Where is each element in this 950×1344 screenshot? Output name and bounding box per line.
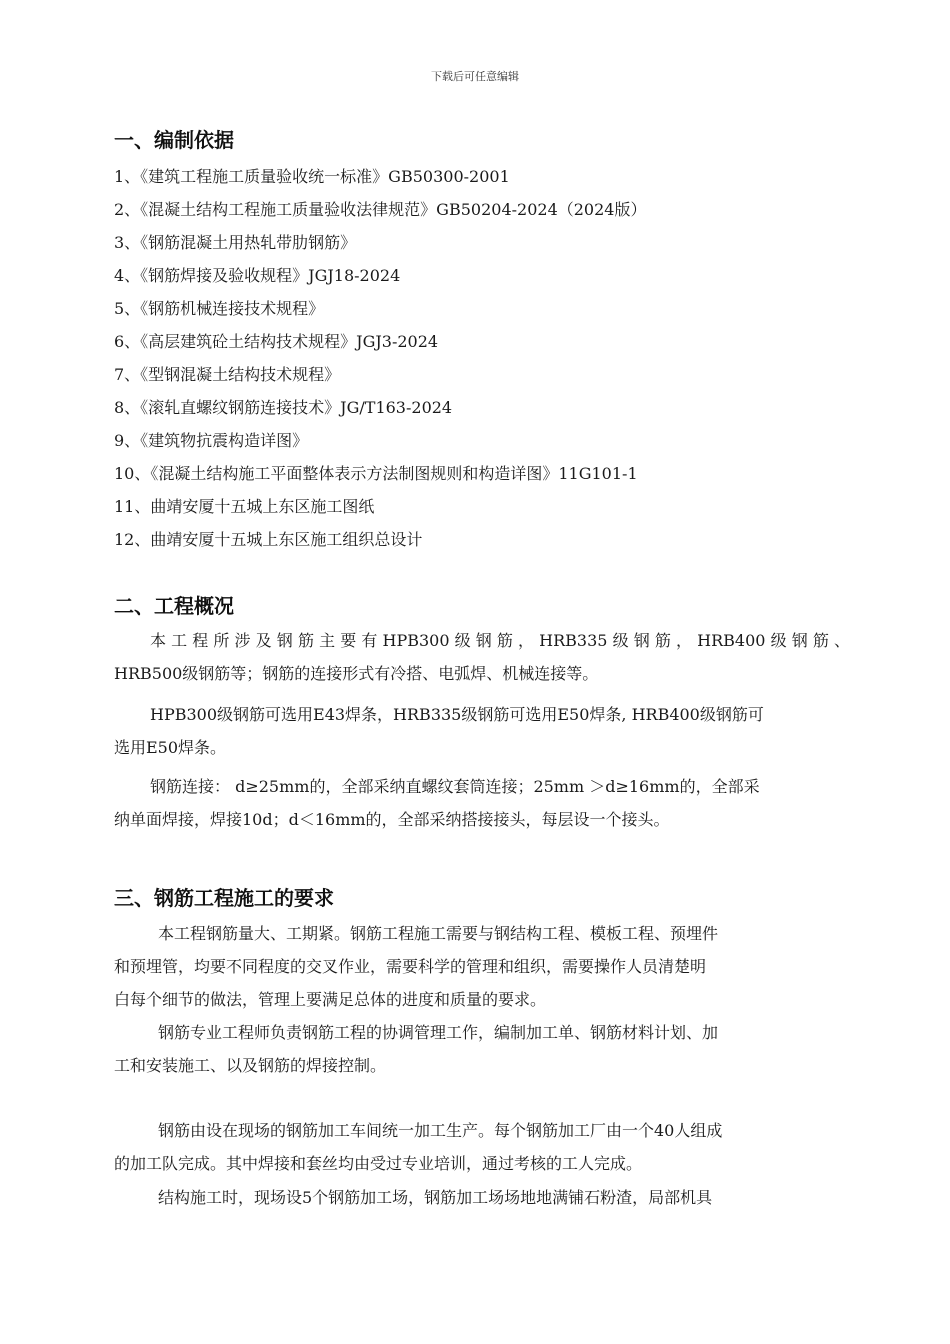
paragraph-line: 钢筋由设在现场的钢筋加工车间统一加工生产。每个钢筋加工厂由一个40人组成 [158, 1121, 723, 1140]
paragraph-line: 本工程钢筋量大、工期紧。钢筋工程施工需要与钢结构工程、模板工程、预埋件 [158, 924, 719, 943]
list-item: 1、《建筑工程施工质量验收统一标准》GB50300-2001 [114, 167, 510, 186]
section-heading-requirements: 三、钢筋工程施工的要求 [114, 886, 334, 910]
list-item: 4、《钢筋焊接及验收规程》JGJ18-2024 [114, 266, 401, 285]
list-item: 5、《钢筋机械连接技术规程》 [114, 299, 325, 318]
paragraph-line: 钢筋连接： d≥25mm的，全部采纳直螺纹套筒连接；25mm ＞d≥16mm的，全部采 [150, 777, 760, 796]
list-item: 10、《混凝土结构施工平面整体表示方法制图规则和构造详图》11G101-1 [114, 464, 638, 483]
requirements-paragraph-overview [114, 917, 850, 1016]
paragraph-line: 白每个细节的做法，管理上要满足总体的进度和质量的要求。 [114, 990, 547, 1009]
paragraph-line: 的加工队完成。其中焊接和套丝均由受过专业培训，通过考核的工人完成。 [114, 1154, 643, 1173]
paragraph-line: 工和安装施工、以及钢筋的焊接控制。 [114, 1056, 387, 1075]
list-item: 6、《高层建筑砼土结构技术规程》JGJ3-2024 [114, 332, 439, 351]
section-heading-basis: 一、编制依据 [114, 128, 234, 152]
paragraph-line: 纳单面焊接，焊接10d；d＜16mm的，全部采纳搭接接头，每层设一个接头。 [114, 810, 670, 829]
list-item: 2、《混凝土结构工程施工质量验收法律规范》GB50204-2024（2024版） [114, 200, 647, 219]
requirements-paragraph-workshop [114, 1114, 850, 1180]
requirements-paragraph-engineer [114, 1016, 850, 1082]
paragraph-line: HRB500级钢筋等；钢筋的连接形式有冷搭、电弧焊、机械连接等。 [114, 664, 599, 683]
list-item: 3、《钢筋混凝土用热轧带肋钢筋》 [114, 233, 357, 252]
list-item: 11、曲靖安厦十五城上东区施工图纸 [114, 497, 375, 516]
overview-paragraph-electrodes [114, 698, 850, 764]
overview-paragraph-steel-grades [114, 624, 850, 690]
paragraph-line: 钢筋专业工程师负责钢筋工程的协调管理工作，编制加工单、钢筋材料计划、加 [158, 1023, 719, 1042]
paragraph-line: 结构施工时，现场设5个钢筋加工场，钢筋加工场场地地满铺石粉渣，局部机具 [158, 1188, 713, 1207]
list-item: 8、《滚轧直螺纹钢筋连接技术》JG/T163-2024 [114, 398, 453, 417]
requirements-paragraph-sites [114, 1181, 850, 1214]
page-header: 下载后可任意编辑 [431, 70, 519, 83]
paragraph-line: 和预埋管，均要不同程度的交叉作业，需要科学的管理和组织，需要操作人员清楚明 [114, 957, 707, 976]
list-item: 7、《型钢混凝土结构技术规程》 [114, 365, 341, 384]
paragraph-line: 本工程所涉及钢筋主要有HPB300级钢筋，HRB335级钢筋，HRB400级钢筋、 [150, 631, 850, 650]
paragraph-line: 选用E50焊条。 [114, 738, 227, 757]
list-item: 9、《建筑物抗震构造详图》 [114, 431, 309, 450]
paragraph-line: HPB300级钢筋可选用E43焊条，HRB335级钢筋可选用E50焊条, HRB400级钢筋可 [150, 705, 764, 724]
section-heading-overview: 二、工程概况 [114, 594, 234, 618]
list-item: 12、曲靖安厦十五城上东区施工组织总设计 [114, 530, 423, 549]
overview-paragraph-connection [114, 770, 850, 836]
